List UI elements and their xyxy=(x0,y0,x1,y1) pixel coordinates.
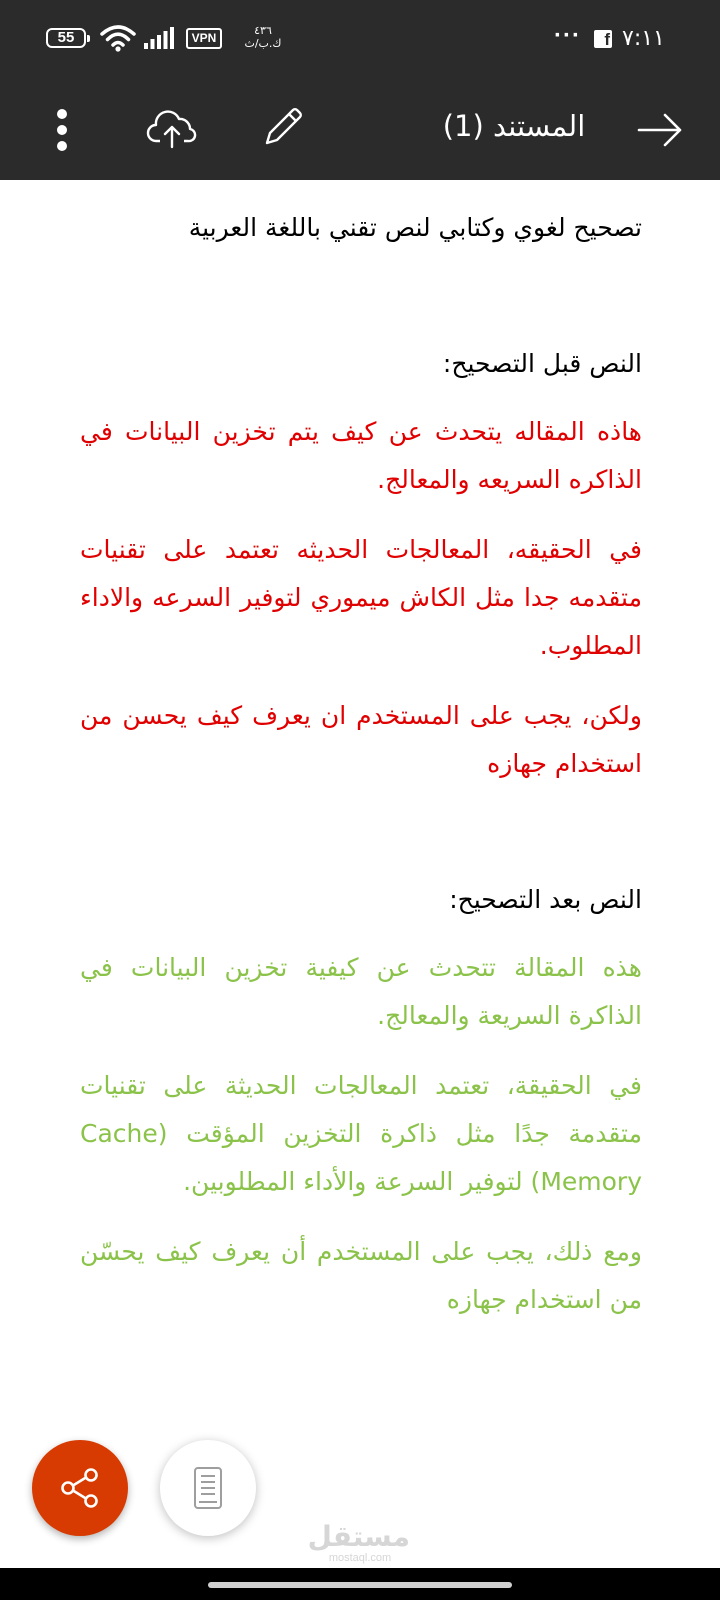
more-options-button[interactable] xyxy=(40,100,84,160)
watermark xyxy=(307,1520,410,1564)
before-paragraph-1: هاذه المقاله يتحدث عن كيف يتم تخزين البيانات في الذاكره السريعه والمعالج. xyxy=(80,417,642,494)
navigation-bar xyxy=(0,1568,720,1600)
share-icon xyxy=(58,1466,102,1510)
more-notifications-dots: ··· xyxy=(554,22,581,49)
home-indicator[interactable] xyxy=(208,1582,512,1588)
network-speed-unit: ك.ب/ث xyxy=(244,37,282,50)
signal-icon xyxy=(144,27,174,49)
more-vertical-icon xyxy=(56,108,68,152)
document-heading: تصحيح لغوي وكتابي لنص تقني باللغة العربية xyxy=(188,213,642,242)
reading-view-button[interactable] xyxy=(160,1440,256,1536)
before-paragraph-2: في الحقيقه، المعالجات الحديثه تعتمد على تقنيات متقدمه جدا مثل الكاش ميموري لتوفير السرعه والاداء المطلوب. xyxy=(80,535,642,660)
after-paragraph-2: في الحقيقة، تعتمد المعالجات الحديثة على تقنيات متقدمة جدًا مثل ذاكرة التخزين المؤقت (Cache Memory) لتوفير السرعة والأداء المطلوبين. xyxy=(80,1071,642,1196)
watermark-text: مستقل xyxy=(307,1520,410,1553)
battery-indicator: 55 xyxy=(46,28,86,48)
watermark-subtext: mostaql.com xyxy=(328,1552,392,1564)
cloud-upload-button[interactable] xyxy=(142,98,202,158)
facebook-icon xyxy=(594,30,612,48)
wifi-icon xyxy=(100,24,136,52)
before-correction-label: النص قبل التصحيح: xyxy=(442,349,642,378)
arrow-right-icon xyxy=(637,113,683,147)
app-toolbar xyxy=(0,80,720,180)
pencil-icon xyxy=(261,103,307,149)
after-correction-label: النص بعد التصحيح: xyxy=(449,885,642,914)
edit-button[interactable] xyxy=(256,96,312,156)
network-speed xyxy=(243,24,283,50)
clock: ٧:١١ xyxy=(622,26,665,51)
document-body xyxy=(80,180,642,1324)
document-title: المستند (1) xyxy=(442,109,586,143)
cloud-upload-icon xyxy=(146,107,198,149)
back-button[interactable] xyxy=(632,100,688,160)
document-view-icon xyxy=(193,1466,223,1510)
vpn-badge: VPN xyxy=(186,28,222,49)
after-paragraph-1: هذه المقالة تتحدث عن كيفية تخزين البيانات في الذاكرة السريعة والمعالج. xyxy=(80,953,642,1030)
status-bar xyxy=(0,0,720,80)
before-paragraph-3: ولكن، يجب على المستخدم ان يعرف كيف يحسن من استخدام جهازه xyxy=(80,701,642,778)
network-speed-value: ٤٣٦ xyxy=(254,24,272,37)
share-button[interactable] xyxy=(32,1440,128,1536)
after-paragraph-3: ومع ذلك، يجب على المستخدم أن يعرف كيف يحسّن من استخدام جهازه xyxy=(80,1237,642,1314)
